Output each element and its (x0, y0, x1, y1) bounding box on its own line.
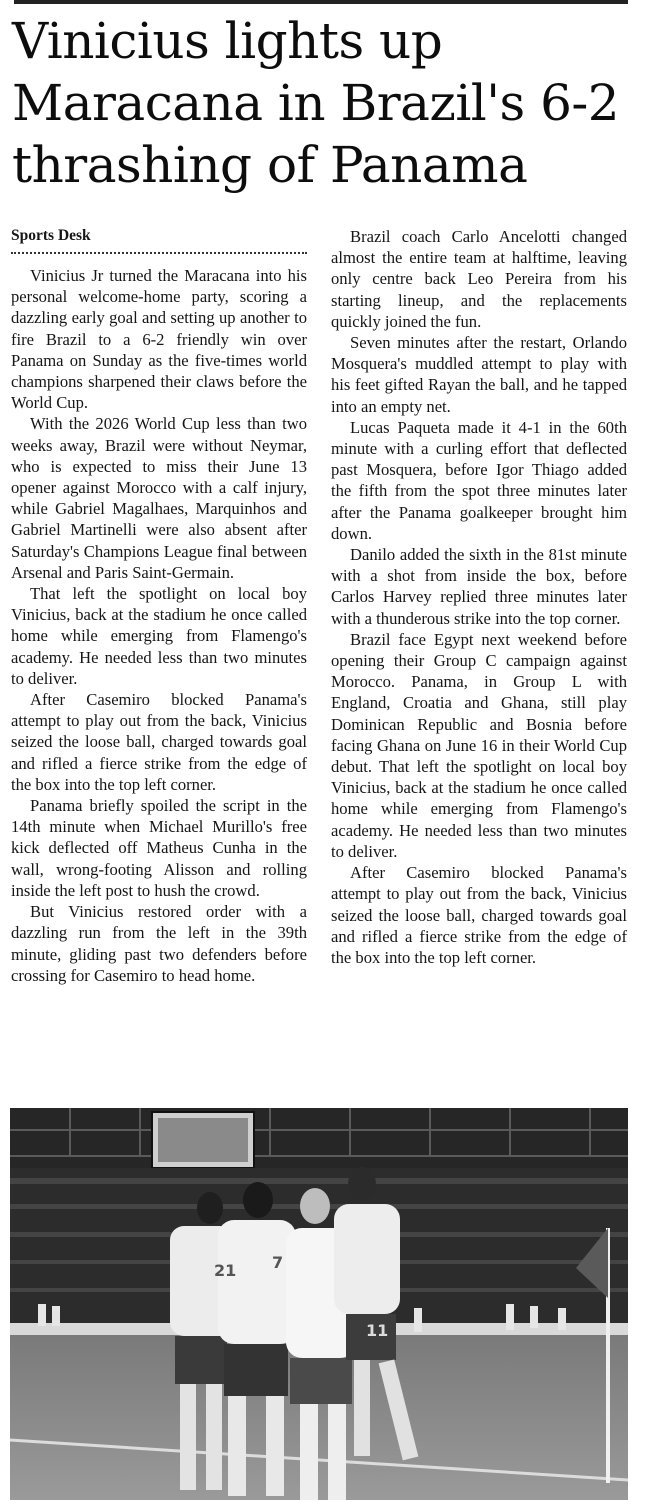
paragraph: But Vinicius restored order with a dazzling run from the left in the 39th minute, gliding past two defenders before crossing for Casemiro to head home. (11, 902, 307, 985)
paragraph: Vinicius Jr turned the Maracana into his personal welcome-home party, scoring a dazzling early goal and setting up another to fire Brazil to a 6-2 friendly win over Panama on Sunday as the five-times world champions sharpened their claws before the World Cup. (11, 266, 307, 413)
article-column-left (11, 226, 307, 986)
jersey-number: 11 (366, 1321, 389, 1340)
headline: Vinicius lights up Maracana in Brazil's 6-2 thrashing of Panama (12, 12, 620, 194)
paragraph: Brazil coach Carlo Ancelotti changed almost the entire team at halftime, leaving only centre back Leo Pereira from his starting lineup, and the replacements quickly joined the fun. (331, 227, 627, 331)
paragraph: Danilo added the sixth in the 81st minute with a shot from inside the box, before Carlos Harvey replied three minutes later with a thunderous strike into the top corner. (331, 545, 627, 628)
paragraph: That left the spotlight on local boy Vinicius, back at the stadium he once called home while emerging from Flamengo's academy. He needed less than two minutes to deliver. (11, 584, 307, 688)
byline: Sports Desk (11, 226, 307, 254)
article-column-right (331, 226, 627, 968)
paragraph: After Casemiro blocked Panama's attempt to play out from the back, Vinicius seized the loose ball, charged towards goal and rifled a fierce strike from the edge of the box into the top left corner. (331, 863, 627, 967)
match-photo (10, 1108, 628, 1500)
paragraph: Brazil face Egypt next weekend before opening their Group C campaign against Morocco. Panama, in Group L with England, Croatia and Ghana, still play Dominican Republic and Bosnia before facing Ghana on June 16 in their World Cup debut. That left the spotlight on local boy Vinicius, back at the stadium he once called home while emerging from Flamengo's academy. He needed less than two minutes to deliver. (331, 629, 627, 861)
paragraph: Panama briefly spoiled the script in the 14th minute when Michael Murillo's free kick deflected off Matheus Cunha in the wall, wrong-footing Alisson and rolling inside the left post to hush the crowd. (11, 796, 307, 900)
celebration-photo-illustration (10, 1108, 628, 1500)
paragraph: Seven minutes after the restart, Orlando Mosquera's muddled attempt to play with his feet gifted Rayan the ball, and he tapped into an empty net. (331, 333, 627, 416)
jersey-number: 7 (272, 1253, 284, 1272)
paragraph: After Casemiro blocked Panama's attempt to play out from the back, Vinicius seized the loose ball, charged towards goal and rifled a fierce strike from the edge of the box into the top left corner. (11, 690, 307, 794)
paragraph: Lucas Paqueta made it 4-1 in the 60th minute with a curling effort that deflected past Mosquera, before Igor Thiago added the fifth from the spot three minutes later after the Panama goalkeeper brought him down. (331, 417, 627, 543)
jersey-number: 21 (214, 1261, 237, 1280)
top-rule (14, 0, 628, 4)
paragraph: With the 2026 World Cup less than two weeks away, Brazil were without Neymar, who is expected to miss their June 13 opener against Morocco with a calf injury, while Gabriel Magalhaes, Marquinhos and Gabriel Martinelli were also absent after Saturday's Champions League final between Arsenal and Paris Saint-Germain. (11, 414, 307, 582)
